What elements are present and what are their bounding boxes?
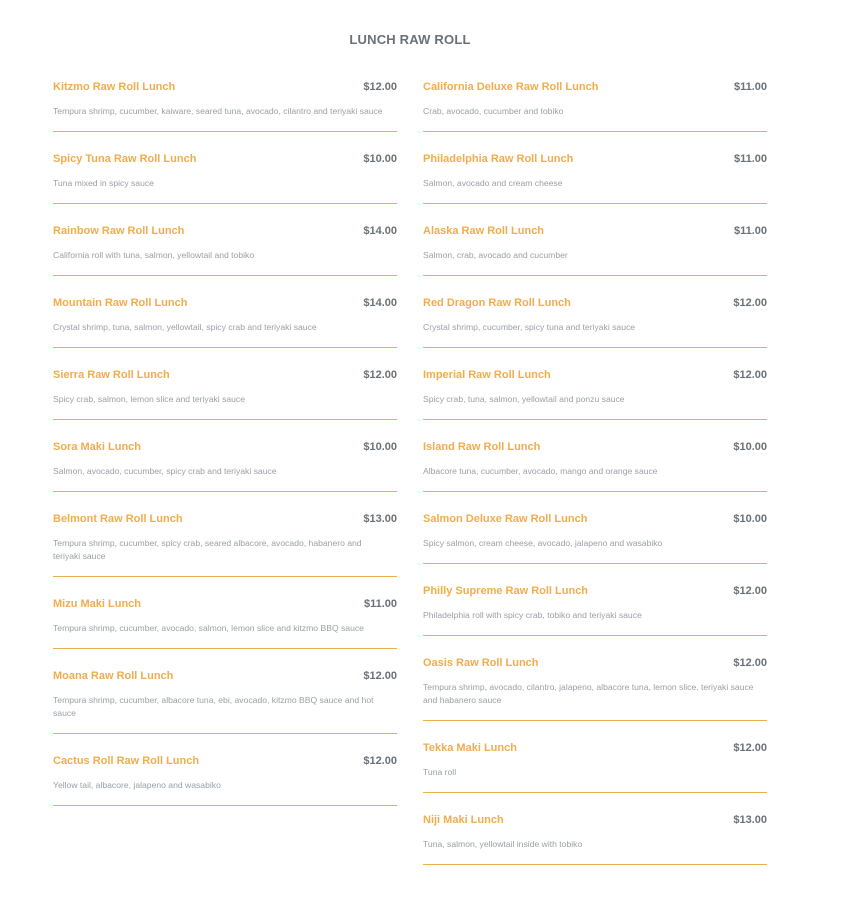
menu-item-header — [53, 295, 397, 313]
menu-item[interactable] — [53, 753, 397, 806]
menu-column-right — [423, 79, 767, 884]
menu-item-description: Tempura shrimp, cucumber, kaiware, seared tuna, avocado, cilantro and teriyaki sauce — [53, 106, 383, 116]
menu-item-description: Spicy salmon, cream cheese, avocado, jalapeno and wasabiko — [423, 538, 663, 548]
menu-item-price: $12.00 — [733, 369, 767, 381]
menu-item-header — [53, 753, 397, 771]
menu-item-description: Albacore tuna, cucumber, avocado, mango and orange sauce — [423, 466, 658, 476]
menu-item-description: Tempura shrimp, cucumber, avocado, salmon, lemon slice and kitzmo BBQ sauce — [53, 623, 364, 633]
menu-item[interactable] — [53, 511, 397, 577]
menu-item-description: Tuna mixed in spicy sauce — [53, 178, 154, 188]
menu-item-price: $11.00 — [733, 225, 767, 237]
menu-item-price: $12.00 — [363, 369, 397, 381]
menu-item-header — [423, 583, 767, 601]
menu-item-description: Tempura shrimp, cucumber, albacore tuna, ebi, avocado, kitzmo BBQ sauce and hot sauce — [53, 695, 374, 718]
menu-item[interactable] — [53, 439, 397, 492]
menu-item-header — [423, 655, 767, 673]
menu-item-price: $10.00 — [363, 153, 397, 165]
menu-item-price: $12.00 — [733, 585, 767, 597]
menu-item-name[interactable]: Imperial Raw Roll Lunch — [423, 369, 551, 381]
menu-item-header — [423, 740, 767, 758]
menu-item-description: Spicy crab, tuna, salmon, yellowtail and ponzu sauce — [423, 394, 625, 404]
menu-item-name[interactable]: Mountain Raw Roll Lunch — [53, 297, 188, 309]
menu-item-description: Tuna roll — [423, 767, 457, 777]
menu-item-price: $11.00 — [733, 81, 767, 93]
menu-item-name[interactable]: Spicy Tuna Raw Roll Lunch — [53, 153, 197, 165]
menu-item-description: Spicy crab, salmon, lemon slice and teriyaki sauce — [53, 394, 246, 404]
menu-item-price: $12.00 — [363, 81, 397, 93]
menu-item[interactable] — [423, 295, 767, 348]
menu-item-description: Tempura shrimp, avocado, cilantro, jalapeno, albacore tuna, lemon slice, teriyaki sauce and habanero sauce — [423, 682, 754, 705]
menu-item-header — [53, 668, 397, 686]
menu-item-name[interactable]: Philadelphia Raw Roll Lunch — [423, 153, 574, 165]
menu-item[interactable] — [423, 511, 767, 564]
menu-item-description: Salmon, crab, avocado and cucumber — [423, 250, 568, 260]
menu-item-header — [53, 223, 397, 241]
menu-item-description: Salmon, avocado, cucumber, spicy crab and teriyaki sauce — [53, 466, 277, 476]
menu-item-name[interactable]: Island Raw Roll Lunch — [423, 441, 541, 453]
page-title: LUNCH RAW ROLL — [349, 32, 471, 47]
menu-item-description: Tuna, salmon, yellowtail inside with tobiko — [423, 839, 583, 849]
menu-item-header — [423, 511, 767, 529]
menu-item[interactable] — [423, 79, 767, 132]
menu-item[interactable] — [53, 596, 397, 649]
menu-item-price: $12.00 — [733, 657, 767, 669]
menu-item[interactable] — [53, 79, 397, 132]
menu-item[interactable] — [53, 367, 397, 420]
menu-item-header — [53, 79, 397, 97]
menu-item[interactable] — [423, 812, 767, 865]
menu-item-price: $11.00 — [733, 153, 767, 165]
menu-item[interactable] — [53, 668, 397, 734]
menu-item-price: $12.00 — [733, 297, 767, 309]
menu-item-header — [423, 367, 767, 385]
menu-item[interactable] — [423, 367, 767, 420]
menu-column-left — [53, 79, 397, 825]
menu-item-price: $10.00 — [733, 441, 767, 453]
menu-item-description: Yellow tail, albacore, jalapeno and wasabiko — [53, 780, 221, 790]
menu-item-name[interactable]: Moana Raw Roll Lunch — [53, 670, 174, 682]
menu-item-header — [423, 295, 767, 313]
menu-item[interactable] — [423, 655, 767, 721]
menu-item[interactable] — [53, 151, 397, 204]
menu-item-name[interactable]: Cactus Roll Raw Roll Lunch — [53, 755, 200, 767]
menu-item-header — [53, 367, 397, 385]
menu-item-description: Crystal shrimp, cucumber, spicy tuna and teriyaki sauce — [423, 322, 636, 332]
menu-item-header — [53, 596, 397, 614]
menu-item-name[interactable]: Kitzmo Raw Roll Lunch — [53, 81, 176, 93]
menu-item-price: $10.00 — [733, 513, 767, 525]
menu-item[interactable] — [423, 223, 767, 276]
menu-item-price: $11.00 — [363, 598, 397, 610]
menu-item[interactable] — [53, 223, 397, 276]
menu-item-description: Philadelphia roll with spicy crab, tobiko and teriyaki sauce — [423, 610, 642, 620]
menu-item[interactable] — [423, 740, 767, 793]
menu-item-name[interactable]: Sierra Raw Roll Lunch — [53, 369, 170, 381]
menu-item-header — [423, 812, 767, 830]
menu-item-name[interactable]: Philly Supreme Raw Roll Lunch — [423, 585, 589, 597]
menu-item-description: Salmon, avocado and cream cheese — [423, 178, 563, 188]
menu-item-header — [423, 439, 767, 457]
menu-item-name[interactable]: Belmont Raw Roll Lunch — [53, 513, 183, 525]
menu-item-header — [423, 151, 767, 169]
menu-item-price: $13.00 — [733, 814, 767, 826]
menu-item-name[interactable]: Oasis Raw Roll Lunch — [423, 657, 539, 669]
menu-item[interactable] — [423, 151, 767, 204]
menu-item-header — [53, 439, 397, 457]
menu-item-description: Crystal shrimp, tuna, salmon, yellowtail, spicy crab and teriyaki sauce — [53, 322, 317, 332]
menu-item-header — [53, 511, 397, 529]
menu-item[interactable] — [53, 295, 397, 348]
menu-item-description: Crab, avocado, cucumber and tobiko — [423, 106, 564, 116]
menu-item-price: $14.00 — [363, 225, 397, 237]
menu-item-name[interactable]: Red Dragon Raw Roll Lunch — [423, 297, 571, 309]
menu-item-price: $10.00 — [363, 441, 397, 453]
menu-item-header — [423, 79, 767, 97]
menu-item-name[interactable]: California Deluxe Raw Roll Lunch — [423, 81, 599, 93]
menu-item-price: $14.00 — [363, 297, 397, 309]
menu-item-name[interactable]: Salmon Deluxe Raw Roll Lunch — [423, 513, 588, 525]
menu-item-price: $12.00 — [733, 742, 767, 754]
menu-item[interactable] — [423, 439, 767, 492]
menu-item-name[interactable]: Niji Maki Lunch — [423, 814, 504, 826]
menu-item-header — [53, 151, 397, 169]
menu-item-name[interactable]: Alaska Raw Roll Lunch — [423, 225, 545, 237]
menu-item-description: California roll with tuna, salmon, yellowtail and tobiko — [53, 250, 255, 260]
menu-item-price: $12.00 — [363, 755, 397, 767]
menu-item-description: Tempura shrimp, cucumber, spicy crab, seared albacore, avocado, habanero and teriyaki sauce — [53, 538, 362, 561]
menu-item[interactable] — [423, 583, 767, 636]
menu-item-name[interactable]: Mizu Maki Lunch — [53, 598, 141, 610]
menu-item-price: $12.00 — [363, 670, 397, 682]
menu-item-header — [423, 223, 767, 241]
menu-item-name[interactable]: Rainbow Raw Roll Lunch — [53, 225, 185, 237]
menu-item-name[interactable]: Tekka Maki Lunch — [423, 742, 517, 754]
menu-item-name[interactable]: Sora Maki Lunch — [53, 441, 142, 453]
menu-item-price: $13.00 — [363, 513, 397, 525]
